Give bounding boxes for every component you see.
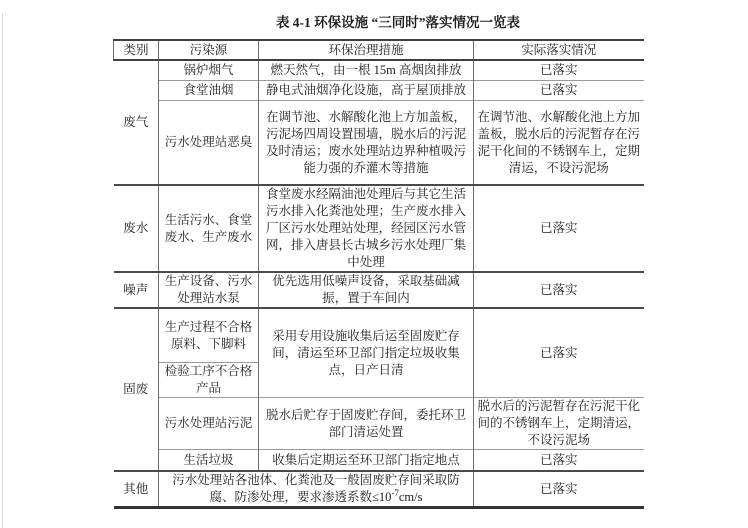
cell-status-wastewater: 已落实 bbox=[474, 185, 644, 272]
header-category: 类别 bbox=[114, 40, 159, 60]
cell-status-raw-material: 已落实 bbox=[474, 308, 644, 398]
header-source: 污染源 bbox=[159, 40, 259, 60]
cell-source-noise: 生产设备、污水处理站水泵 bbox=[159, 272, 259, 308]
other-measure-text: 污水处理站各池体、化粪池及一般固废贮存间采取防腐、防渗处理，要求渗透系数≤10 bbox=[172, 473, 460, 504]
cell-status-sludge: 脱水后的污泥暂存在污泥干化间的不锈钢车上，定期清运，不设污泥场 bbox=[474, 398, 644, 450]
cell-measure-other bbox=[159, 471, 474, 508]
header-row bbox=[114, 40, 644, 60]
row-raw-material bbox=[114, 308, 644, 363]
row-noise bbox=[114, 272, 644, 308]
cell-source-wastewater: 生活污水、食堂废水、生产废水 bbox=[159, 185, 259, 272]
cell-status-noise: 已落实 bbox=[474, 272, 644, 308]
table-title: 表 4-1 环保设施 “三同时”落实情况一览表 bbox=[275, 15, 521, 30]
cell-measure-kitchen: 静电式油烟净化设施，高于屋顶排放 bbox=[259, 81, 474, 101]
other-measure-exponent: -7 bbox=[391, 487, 399, 498]
cell-source-boiler: 锅炉烟气 bbox=[159, 60, 259, 81]
row-odor bbox=[114, 101, 644, 186]
document-page bbox=[0, 13, 748, 528]
cell-source-garbage: 生活垃圾 bbox=[159, 450, 259, 472]
other-measure-unit: cm/s bbox=[398, 490, 423, 504]
header-status: 实际落实情况 bbox=[474, 40, 644, 60]
cell-measure-noise: 优先选用低噪声设备，采取基础减振，置于车间内 bbox=[259, 272, 474, 308]
cell-status-boiler: 已落实 bbox=[539, 63, 578, 77]
row-other bbox=[114, 471, 644, 508]
env-facilities-table bbox=[113, 39, 644, 509]
cell-measure-odor: 在调节池、水解酸化池上方加盖板，污泥场四周设置围墙，脱水后的污泥及时清运；废水处理站边界种植吸污能力强的乔灌木等措施 bbox=[259, 101, 474, 186]
row-garbage bbox=[114, 450, 644, 472]
cell-source-raw-material: 生产过程不合格原料、下脚料 bbox=[159, 308, 259, 363]
cell-measure-garbage: 收集后定期运至环卫部门指定地点 bbox=[259, 450, 474, 472]
cell-measure-boiler: 燃天然气，由一根 15m 高烟囱排放 bbox=[259, 60, 474, 81]
cell-category-other: 其他 bbox=[114, 471, 159, 508]
row-wastewater bbox=[114, 185, 644, 272]
cell-measure-wastewater: 食堂废水经隔油池处理后与其它生活污水排入化粪池处理；生产废水排入厂区污水处理站处理，经园区污水管网，排入唐县长古城乡污水处理厂集中处理 bbox=[259, 185, 474, 272]
cell-measure-sludge: 脱水后贮存于固废贮存间，委托环卫部门清运处置 bbox=[259, 398, 474, 450]
cell-category-gas: 废气 bbox=[114, 60, 159, 185]
cell-source-kitchen: 食堂油烟 bbox=[159, 81, 259, 101]
row-kitchen-fume bbox=[114, 81, 644, 101]
cell-status-odor: 在调节池、水解酸化池上方加盖板，脱水后的污泥暂存在污泥干化间的不锈钢车上，定期清运，不设污泥场 bbox=[474, 101, 644, 186]
cell-source-sludge: 污水处理站污泥 bbox=[159, 398, 259, 450]
cell-status-garbage: 已落实 bbox=[474, 450, 644, 472]
cell-source-defective: 检验工序不合格产品 bbox=[159, 363, 259, 398]
row-boiler-gas bbox=[114, 60, 644, 81]
header-measure: 环保治理措施 bbox=[259, 40, 474, 60]
row-sludge bbox=[114, 398, 644, 450]
cell-status-other: 已落实 bbox=[474, 471, 644, 508]
cell-category-solid-waste: 固废 bbox=[114, 308, 159, 471]
cell-measure-raw-material: 采用专用设施收集后运至固废贮存间，清运至环卫部门指定垃圾收集点，日产日清 bbox=[259, 308, 474, 398]
cell-category-wastewater: 废水 bbox=[114, 185, 159, 272]
page-edge-line bbox=[2, 13, 3, 528]
cell-category-noise: 噪声 bbox=[114, 272, 159, 308]
cell-status-kitchen: 已落实 bbox=[474, 81, 644, 101]
cell-source-odor: 污水处理站恶臭 bbox=[159, 101, 259, 186]
